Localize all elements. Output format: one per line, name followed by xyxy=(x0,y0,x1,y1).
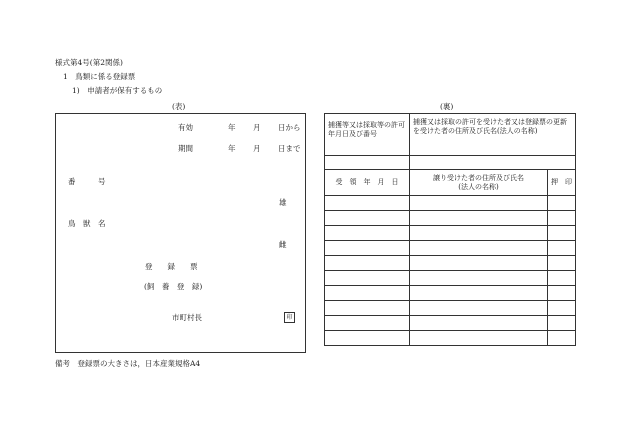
table-cell[interactable] xyxy=(410,211,548,226)
period-month: 月 xyxy=(253,144,261,153)
table-cell[interactable] xyxy=(548,241,576,256)
table-cell[interactable] xyxy=(325,196,410,211)
table-cell[interactable] xyxy=(325,241,410,256)
table-cell[interactable] xyxy=(410,271,548,286)
registration-title: 登 録 票 xyxy=(145,262,198,271)
table-row xyxy=(325,286,576,301)
table-row xyxy=(325,301,576,316)
table-cell[interactable] xyxy=(410,226,548,241)
table-cell[interactable] xyxy=(325,271,410,286)
table-row xyxy=(325,156,576,170)
species-label: 鳥 獣 名 xyxy=(68,219,106,228)
validity-year: 年 xyxy=(228,123,236,132)
table-row xyxy=(325,211,576,226)
table-cell[interactable] xyxy=(410,301,548,316)
table-cell[interactable] xyxy=(548,286,576,301)
table-cell[interactable] xyxy=(410,316,548,331)
table-row xyxy=(325,170,576,196)
table-cell[interactable] xyxy=(548,331,576,346)
table-row xyxy=(325,226,576,241)
period-label: 期間 xyxy=(178,144,193,153)
table-cell[interactable] xyxy=(548,316,576,331)
table-cell[interactable] xyxy=(325,301,410,316)
table-cell[interactable] xyxy=(410,156,576,170)
form-number: 様式第4号(第2関係) xyxy=(55,58,123,67)
table-cell[interactable] xyxy=(548,301,576,316)
table-cell[interactable] xyxy=(410,256,548,271)
table-cell[interactable] xyxy=(548,196,576,211)
table-cell[interactable] xyxy=(410,241,548,256)
female-label: 雌 xyxy=(279,240,287,249)
issuer-label: 市町村長 xyxy=(172,313,202,322)
table-row xyxy=(325,241,576,256)
table-cell[interactable] xyxy=(325,211,410,226)
table-cell[interactable] xyxy=(325,286,410,301)
validity-label: 有効 xyxy=(178,123,193,132)
permit-holder-header: 捕獲又は採取の許可を受けた者又は登録票の更新を受けた者の住所及び氏名(法人の名称) xyxy=(410,114,576,156)
period-year: 年 xyxy=(228,144,236,153)
table-cell[interactable] xyxy=(410,331,548,346)
validity-month: 月 xyxy=(253,123,261,132)
breeding-note: (飼 養 登 録) xyxy=(144,282,203,291)
table-cell[interactable] xyxy=(548,226,576,241)
table-row xyxy=(325,196,576,211)
seal-header: 押 印 xyxy=(548,170,576,196)
table-row xyxy=(325,316,576,331)
table-cell[interactable] xyxy=(325,331,410,346)
section-title: 1 鳥類に係る登録票 xyxy=(63,72,136,81)
table-row xyxy=(325,331,576,346)
transferor-header: 譲り受けた者の住所及び氏名 (法人の名称) xyxy=(410,170,548,196)
table-cell[interactable] xyxy=(548,271,576,286)
back-register-table xyxy=(324,113,576,346)
table-cell[interactable] xyxy=(548,211,576,226)
table-row xyxy=(325,256,576,271)
table-cell[interactable] xyxy=(325,256,410,271)
table-cell[interactable] xyxy=(325,316,410,331)
capture-header: 捕獲等又は採取等の許可年月日及び番号 xyxy=(325,114,410,156)
table-cell[interactable] xyxy=(410,196,548,211)
table-cell[interactable] xyxy=(410,286,548,301)
table-cell[interactable] xyxy=(325,156,410,170)
table-cell[interactable] xyxy=(325,226,410,241)
table-row xyxy=(325,114,576,156)
number-label: 番 号 xyxy=(68,177,106,186)
received-date-header: 受 領 年 月 日 xyxy=(325,170,410,196)
table-cell[interactable] xyxy=(548,256,576,271)
period-until: 日まで xyxy=(278,144,301,153)
front-label: (表) xyxy=(172,102,186,111)
subsection-title: 1) 申請者が保有するもの xyxy=(72,86,163,95)
table-row xyxy=(325,271,576,286)
male-label: 雄 xyxy=(279,198,287,207)
seal-icon: 印 xyxy=(284,312,295,323)
footer-note: 備考 登録票の大きさは，日本産業規格A4 xyxy=(55,359,201,368)
validity-from: 日から xyxy=(278,123,301,132)
back-label: (裏) xyxy=(440,102,454,111)
